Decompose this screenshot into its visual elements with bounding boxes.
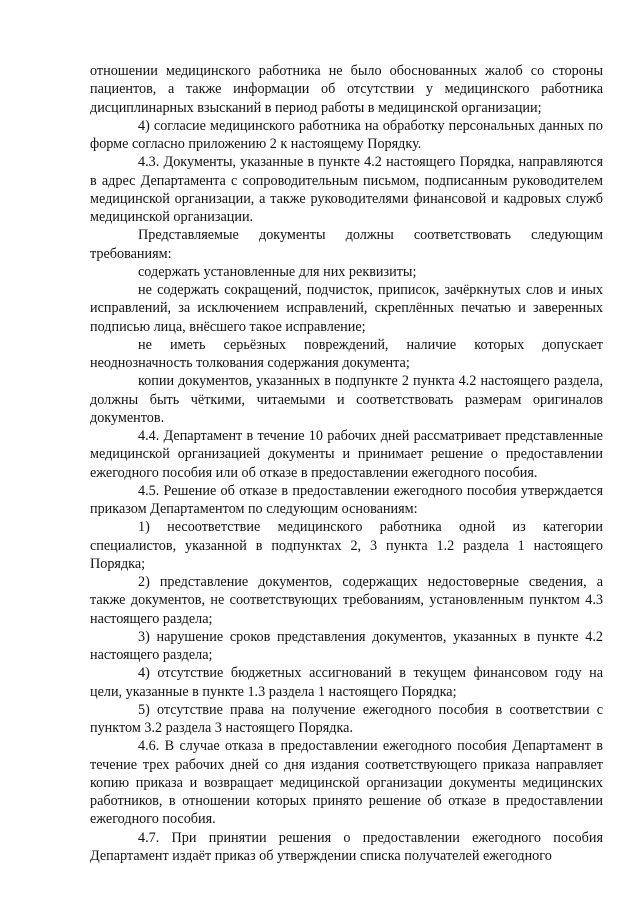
paragraph-refusal-reason-4: 4) отсутствие бюджетных ассигнований в текущем финансовом году на цели, указанные в пункте 1.3 раздела 1 настоящего Порядка; <box>90 665 603 700</box>
paragraph-complaints-continuation: отношении медицинского работника не было обоснованных жалоб со стороны пациентов, а также информации об отсутствии у медицинского работника дисциплинарных взысканий в период работы в медицинской организации; <box>90 63 603 116</box>
paragraph-requirement-no-damage: не иметь серьёзных повреждений, наличие которых допускает неоднозначность толкования содержания документа; <box>90 336 603 371</box>
paragraph-4-5: 4.5. Решение об отказе в предоставлении ежегодного пособия утверждается приказом Департаментом по следующим основаниям: <box>90 482 603 517</box>
paragraph-4-4: 4.4. Департамент в течение 10 рабочих дней рассматривает представленные медицинской организацией документы и принимает решение о предоставлении ежегодного пособия или об отказе в предоставлении ежегодного пособия. <box>90 428 603 481</box>
document-page <box>90 62 603 865</box>
paragraph-4-7: 4.7. При принятии решения о предоставлении ежегодного пособия Департамент издаёт приказ об утверждении списка получателей ежегодного <box>90 829 603 864</box>
paragraph-refusal-reason-2: 2) представление документов, содержащих недостоверные сведения, а также документов, не соответствующих требованиям, установленным пунктом 4.3 настоящего раздела; <box>90 574 603 627</box>
paragraph-4-3: 4.3. Документы, указанные в пункте 4.2 настоящего Порядка, направляются в адрес Департамента с сопроводительным письмом, подписанным руководителем медицинской организации, а также руководителями финансовой и кадровых служб медицинской организации. <box>90 154 603 225</box>
paragraph-requirement-no-corrections: не содержать сокращений, подчисток, приписок, зачёркнутых слов и иных исправлений, за исключением исправлений, скреплённых печатью и заверенных подписью лица, внёсшего такое исправление; <box>90 282 603 335</box>
paragraph-requirements-intro: Представляемые документы должны соответствовать следующим требованиям: <box>90 227 603 262</box>
paragraph-item-4-consent: 4) согласие медицинского работника на обработку персональных данных по форме согласно приложению 2 к настоящему Порядку. <box>90 117 603 152</box>
paragraph-refusal-reason-3: 3) нарушение сроков представления документов, указанных в пункте 4.2 настоящего раздела; <box>90 628 603 663</box>
paragraph-4-6: 4.6. В случае отказа в предоставлении ежегодного пособия Департамент в течение трех рабочих дней со дня издания соответствующего приказа направляет копию приказа и возвращает медицинской организации документы медицинских работников, в отношении которых принято решение об отказе в предоставлении ежегодного пособия. <box>90 738 603 828</box>
paragraph-requirement-copies: копии документов, указанных в подпункте 2 пункта 4.2 настоящего раздела, должны быть чёткими, читаемыми и соответствовать размерам оригиналов документов. <box>90 373 603 426</box>
paragraph-requirement-details: содержать установленные для них реквизиты; <box>138 263 417 280</box>
paragraph-refusal-reason-1: 1) несоответствие медицинского работника одной из категории специалистов, указанной в подпунктах 2, 3 пункта 1.2 раздела 1 настоящего Порядка; <box>90 519 603 572</box>
paragraph-refusal-reason-5: 5) отсутствие права на получение ежегодного пособия в соответствии с пунктом 3.2 раздела 3 настоящего Порядка. <box>90 701 603 736</box>
